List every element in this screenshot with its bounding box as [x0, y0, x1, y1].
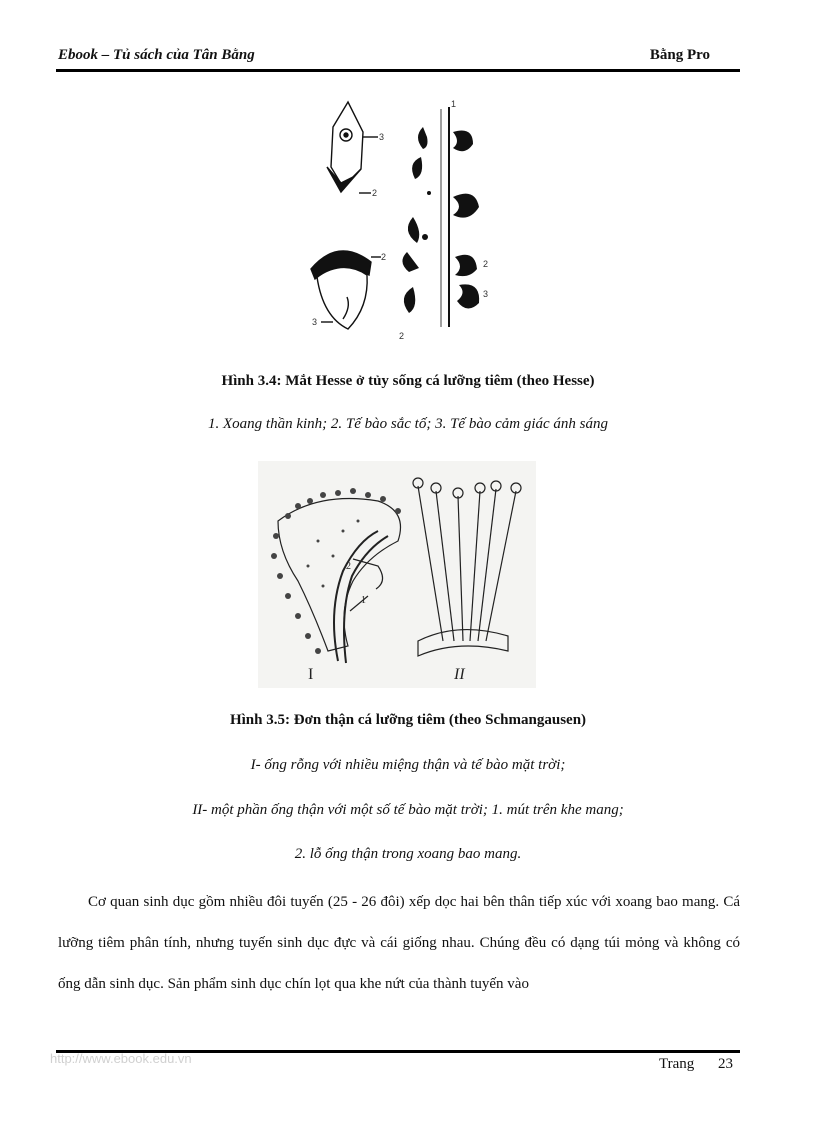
solenocytes: [413, 478, 521, 641]
body-text: [58, 882, 740, 1005]
label: 3: [483, 289, 489, 299]
figure-nephridium-illustration: [258, 461, 536, 688]
label: 1: [451, 99, 457, 109]
label: 3: [312, 317, 318, 327]
label: 2: [346, 561, 351, 572]
label: 2: [483, 259, 489, 269]
label: I: [308, 666, 314, 683]
label: 1: [361, 595, 366, 606]
figure-legend-line: II- một phần ống thận với một số tế bào mặt trời; 1. mút trên khe mang;: [192, 802, 624, 818]
figure-legend-line: 2. lỗ ống thận trong xoang bao mang.: [294, 846, 522, 862]
page-number: 23: [718, 1056, 733, 1072]
figure-legend: 1. Xoang thần kinh; 2. Tế bào sắc tố; 3. Tế bào cảm giác ánh sáng: [208, 416, 608, 432]
figure-caption: Hình 3.5: Đơn thận cá lưỡng tiêm (theo Schmangausen): [229, 712, 587, 728]
label: II: [454, 666, 465, 683]
label: 2: [399, 331, 405, 341]
label: 2: [372, 188, 378, 198]
figure-hesse-eye-drawing: [303, 97, 495, 345]
sensory-cell-lower: [317, 267, 367, 329]
header-title: Ebook – Tủ sách của Tân Bằng: [58, 47, 255, 63]
label: 3: [379, 132, 385, 142]
pigment-cup-upper: [327, 167, 361, 192]
figure-legend-line: I- ống rỗng với nhiều miệng thận và tế bào mặt trời;: [250, 757, 566, 773]
body-paragraph: Cơ quan sinh dục gồm nhiều đôi tuyến (25 - 26 đôi) xếp dọc hai bên thân tiếp xúc với xoang bao mang. Cá lưỡng tiêm phân tính, nhưng tuyến sinh dục đực và cái giống nhau. Chúng đều có dạng túi mỏng và không có ống dẫn sinh dục. Sản phẩm sinh dục chín lọt qua khe nứt của thành tuyến vào: [58, 894, 740, 992]
label: 2: [381, 252, 387, 262]
figure-nephridium-drawing: [258, 461, 536, 688]
header-divider: [56, 69, 740, 72]
sensory-cell-upper: [331, 102, 363, 187]
figure-caption: Hình 3.4: Mắt Hesse ở tủy sống cá lưỡng tiêm (theo Hesse): [221, 373, 595, 389]
page-label: Trang: [659, 1056, 695, 1072]
footer-watermark-url: http://www.ebook.edu.vn: [50, 1051, 192, 1066]
header-author: Bằng Pro: [649, 47, 710, 63]
figure-hesse-eye-illustration: [303, 97, 495, 345]
